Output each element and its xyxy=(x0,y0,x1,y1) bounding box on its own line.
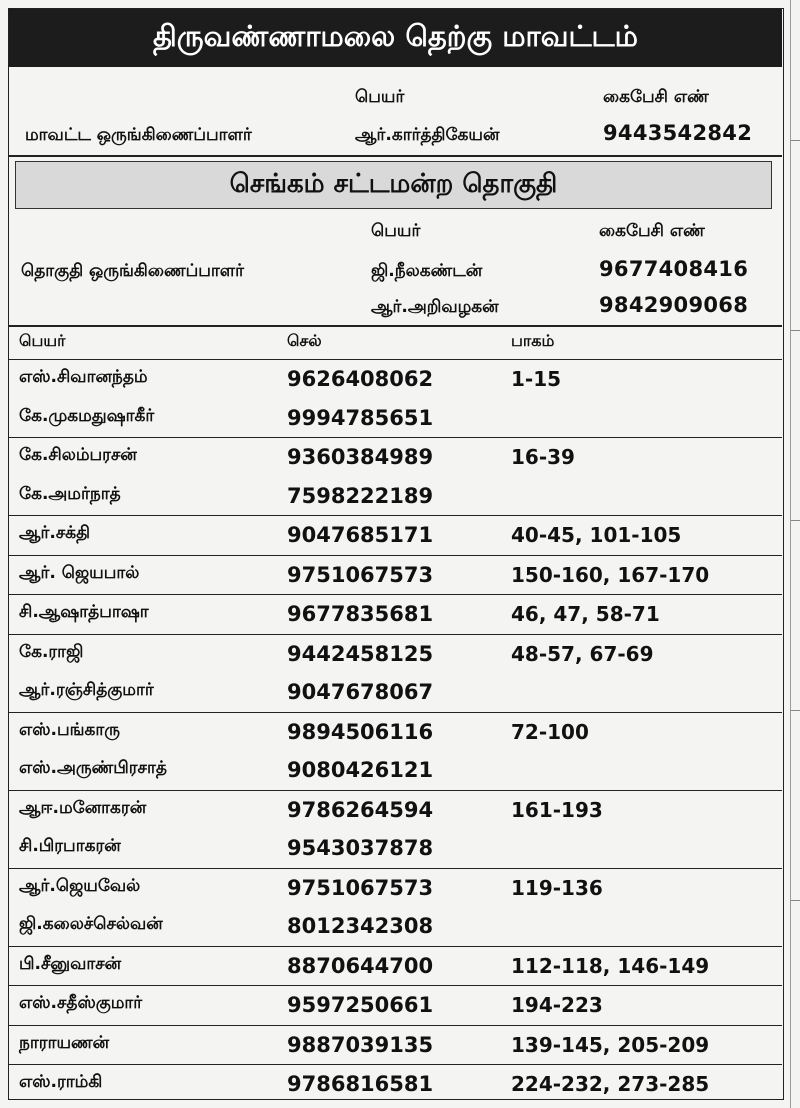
table-row xyxy=(9,713,782,752)
constituency-coordinator-role: தொகுதி ஒருங்கிணைப்பாளர் xyxy=(21,261,244,281)
booth-range: 161-193 xyxy=(511,797,603,822)
person-name: ஜி.கலைச்செல்வன் xyxy=(19,914,163,934)
document-page xyxy=(8,8,784,1100)
constituency-name-header: பெயர் xyxy=(371,221,421,241)
table-group xyxy=(9,1064,782,1104)
person-name: கே.அமர்நாத் xyxy=(19,483,121,504)
booth-range: 119-136 xyxy=(511,875,603,900)
table-group xyxy=(9,634,782,712)
booth-range: 139-145, 205-209 xyxy=(511,1032,710,1057)
person-name: சி.பிரபாகரன் xyxy=(19,836,121,856)
person-name: கே.ராஜி xyxy=(19,641,84,662)
table-group xyxy=(9,1025,782,1065)
person-name: ஆஈ.மனோகரன் xyxy=(19,797,147,818)
table-row xyxy=(9,947,782,986)
edge-tick xyxy=(791,330,800,331)
person-name: ஆர்.ரஞ்சித்குமார் xyxy=(19,680,154,700)
person-phone: 9786264594 xyxy=(287,797,434,822)
person-name: ஆர்.ஜெயவேல் xyxy=(19,875,141,896)
constituency-title: செங்கம் சட்டமன்ற தொகுதி xyxy=(15,161,772,209)
person-phone: 9994785651 xyxy=(287,405,434,430)
district-title: திருவண்ணாமலை தெற்கு மாவட்டம் xyxy=(9,9,782,67)
table-row xyxy=(9,829,782,868)
person-phone: 9751067573 xyxy=(287,562,434,587)
constituency-phone-header: கைபேசி எண் xyxy=(599,221,705,241)
table-group xyxy=(9,985,782,1025)
booth-range: 40-45, 101-105 xyxy=(511,523,682,547)
table-header xyxy=(9,327,782,359)
booth-range: 16-39 xyxy=(511,445,575,469)
table-group xyxy=(9,359,782,437)
edge-tick xyxy=(791,710,800,711)
table-group xyxy=(9,594,782,634)
booth-range: 194-223 xyxy=(511,993,603,1017)
person-phone: 9677835681 xyxy=(287,602,434,626)
person-phone: 9047678067 xyxy=(287,680,434,704)
person-name: நாராயணன் xyxy=(19,1032,110,1053)
table-row xyxy=(9,1065,782,1104)
person-phone: 9080426121 xyxy=(287,758,434,782)
table-row xyxy=(9,477,782,516)
table-group xyxy=(9,437,782,515)
district-coordinator-role: மாவட்ட ஒருங்கிணைப்பாளர் xyxy=(25,125,252,145)
person-phone: 8870644700 xyxy=(287,953,434,978)
person-name: பி.சீனுவாசன் xyxy=(19,953,122,974)
person-phone: 9597250661 xyxy=(287,993,434,1017)
person-phone: 9894506116 xyxy=(287,719,434,744)
table-row xyxy=(9,595,782,634)
person-name: சி.ஆஷாத்பாஷா xyxy=(19,602,149,622)
person-name: எஸ்.சதீஸ்குமார் xyxy=(19,993,143,1013)
table-row xyxy=(9,360,782,399)
table-row xyxy=(9,751,782,790)
constituency-coordinator-phone: 9842909068 xyxy=(599,293,749,317)
booth-range: 224-232, 273-285 xyxy=(511,1072,710,1096)
person-phone: 9887039135 xyxy=(287,1032,434,1057)
person-name: கே.சிலம்பரசன் xyxy=(19,445,137,465)
table-row xyxy=(9,516,782,555)
person-phone: 9360384989 xyxy=(287,445,434,469)
district-phone-header: கைபேசி எண் xyxy=(603,87,709,107)
person-phone: 9786816581 xyxy=(287,1072,434,1096)
table-group xyxy=(9,946,782,986)
column-header-name: பெயர் xyxy=(19,331,66,350)
table-row xyxy=(9,869,782,908)
district-coordinator-phone: 9443542842 xyxy=(603,121,753,145)
person-phone: 8012342308 xyxy=(287,914,434,938)
table-row xyxy=(9,438,782,477)
table-group xyxy=(9,712,782,790)
table-row xyxy=(9,673,782,712)
booth-range: 48-57, 67-69 xyxy=(511,641,654,666)
person-name: எஸ்.அருண்பிரசாத் xyxy=(19,758,167,778)
table-row xyxy=(9,791,782,830)
person-name: ஆர். ஜெயபால் xyxy=(19,562,140,583)
person-phone: 9543037878 xyxy=(287,836,434,860)
booth-range: 1-15 xyxy=(511,367,562,391)
table-group xyxy=(9,790,782,868)
divider xyxy=(9,155,782,157)
table-group xyxy=(9,868,782,946)
column-header-booth: பாகம் xyxy=(511,331,555,350)
person-name: எஸ்.ராம்கி xyxy=(19,1072,103,1092)
table-row xyxy=(9,635,782,674)
person-phone: 9442458125 xyxy=(287,641,434,666)
edge-tick xyxy=(791,140,800,141)
edge-tick xyxy=(791,520,800,521)
table-row xyxy=(9,986,782,1025)
page-right-edge xyxy=(790,0,791,1108)
person-phone: 9626408062 xyxy=(287,367,434,391)
person-name: எஸ்.பங்காரு xyxy=(19,719,121,740)
person-phone: 9751067573 xyxy=(287,875,434,900)
table-row xyxy=(9,1026,782,1065)
person-name: கே.முகமதுஷாகீர் xyxy=(19,405,155,426)
constituency-coordinator-name: ஆர்.அறிவழகன் xyxy=(371,297,499,317)
booth-range: 150-160, 167-170 xyxy=(511,562,710,587)
constituency-coordinator-name: ஜி.நீலகண்டன் xyxy=(371,261,483,281)
district-coordinator-name: ஆர்.கார்த்திகேயன் xyxy=(355,125,500,145)
table-group xyxy=(9,555,782,595)
booth-range: 46, 47, 58-71 xyxy=(511,602,660,626)
table-row xyxy=(9,907,782,946)
booth-range: 112-118, 146-149 xyxy=(511,953,710,978)
person-phone: 9047685171 xyxy=(287,523,434,547)
district-name-header: பெயர் xyxy=(355,87,405,107)
edge-tick xyxy=(791,900,800,901)
constituency-coordinator-phone: 9677408416 xyxy=(599,257,749,281)
person-name: எஸ்.சிவானந்தம் xyxy=(19,367,148,387)
booth-table xyxy=(9,327,782,1104)
table-group xyxy=(9,515,782,555)
table-row xyxy=(9,556,782,595)
column-header-phone: செல் xyxy=(287,331,322,350)
booth-range: 72-100 xyxy=(511,719,589,744)
person-name: ஆர்.சக்தி xyxy=(19,523,91,543)
person-phone: 7598222189 xyxy=(287,483,434,508)
table-row xyxy=(9,399,782,438)
